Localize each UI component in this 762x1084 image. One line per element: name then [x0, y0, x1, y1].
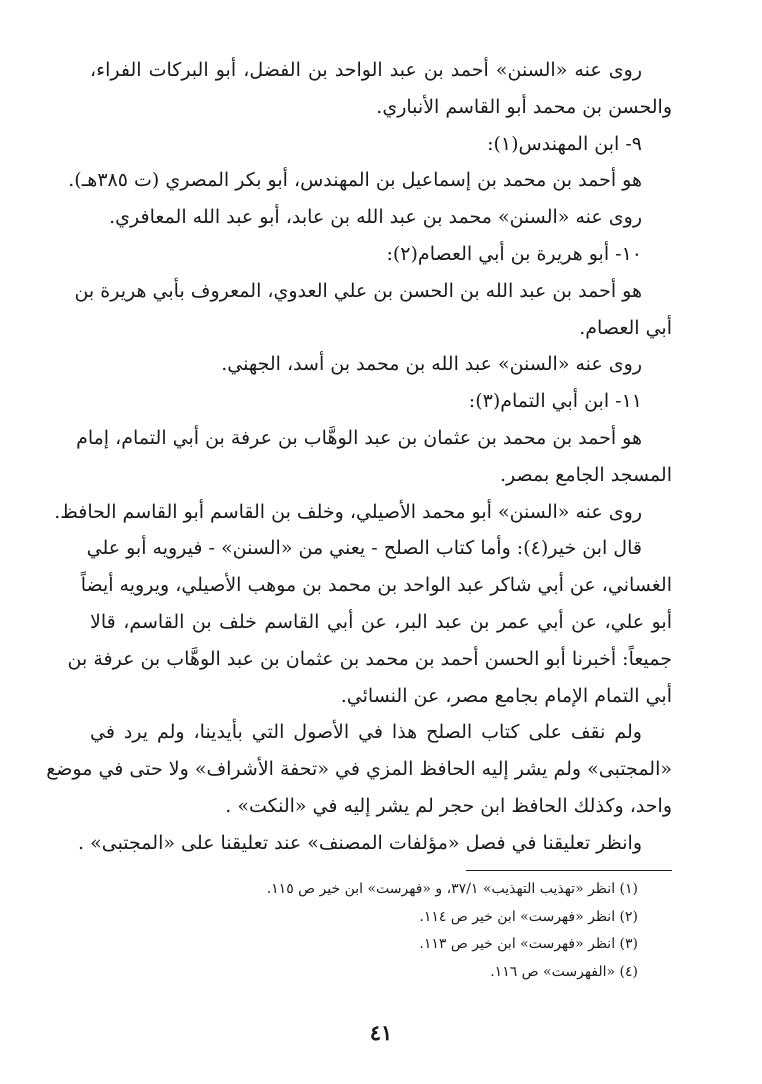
section-heading: ١٠- أبو هريرة بن أبي العصام(٢):	[386, 242, 642, 265]
text-line: روى عنه «السنن» عبد الله بن محمد بن أسد، الجهني.	[221, 353, 642, 376]
text-line: هو أحمد بن محمد بن عثمان بن عبد الوهَّاب بن عرفة بن أبي التمام، إمام	[76, 426, 642, 449]
text-line: المسجد الجامع بمصر.	[499, 463, 672, 486]
text-line: وانظر تعليقنا في فصل «مؤلفات المصنف» عند تعليقنا على «المجتبى» .	[78, 831, 642, 854]
text-line: أبي العصام.	[579, 316, 672, 339]
text-line: والحسن بن محمد أبو القاسم الأنباري.	[376, 95, 672, 118]
text-line: قال ابن خير(٤): وأما كتاب الصلح - يعني من «السنن» - فيرويه أبو علي	[86, 537, 642, 560]
footnote: (١) انظر «تهذيب التهذيب» ٣٧/١، و «فهرست» ابن خير ص ١١٥.	[266, 881, 638, 897]
text-line: واحد، وكذلك الحافظ ابن حجر لم يشر إليه في «النكت» .	[225, 794, 672, 817]
text-line: أبي التمام الإمام بجامع مصر، عن النسائي.	[340, 684, 672, 707]
page-number: ٤١	[369, 1020, 393, 1045]
text-line: «المجتبى» ولم يشر إليه الحافظ المزي في «تحفة الأشراف» ولا حتى في موضع	[46, 758, 672, 781]
text-line: الغساني، عن أبي شاكر عبد الواحد بن محمد بن موهب الأصيلي، ويرويه أيضاً	[80, 574, 672, 597]
main-text	[46, 52, 672, 862]
footnote: (٤) «الفهرست» ص ١١٦.	[490, 963, 638, 980]
text-line: ولم نقف على كتاب الصلح هذا في الأصول التي بأيدينا، ولم يرد في	[90, 721, 642, 744]
section-heading: ١١- ابن أبي التمام(٣):	[468, 390, 642, 413]
text-line: هو أحمد بن عبد الله بن الحسن بن علي العدوي، المعروف بأبي هريرة بن	[74, 279, 642, 302]
footnote: (٣) انظر «فهرست» ابن خير ص ١١٣.	[419, 936, 638, 952]
text-line: جميعاً: أخبرنا أبو الحسن أحمد بن محمد بن عثمان بن عبد الوهَّاب بن عرفة بن	[67, 647, 672, 670]
footnote: (٢) انظر «فهرست» ابن خير ص ١١٤.	[419, 908, 638, 925]
text-line: أبو علي، عن أبي عمر بن عبد البر، عن أبي القاسم خلف بن القاسم، قالا	[90, 610, 672, 633]
text-line: روى عنه «السنن» أحمد بن عبد الواحد بن الفضل، أبو البركات الفراء،	[90, 59, 642, 81]
text-line: هو أحمد بن محمد بن إسماعيل بن المهندس، أبو بكر المصري (ت ٣٨٥هـ).	[68, 169, 642, 192]
section-heading: ٩- ابن المهندس(١):	[487, 132, 642, 155]
footnote-divider	[466, 870, 672, 871]
text-line: روى عنه «السنن» محمد بن عبد الله بن عابد، أبو عبد الله المعافري.	[109, 206, 642, 229]
footnotes	[90, 876, 672, 986]
text-line: روى عنه «السنن» أبو محمد الأصيلي، وخلف بن القاسم أبو القاسم الحافظ.	[54, 500, 642, 523]
